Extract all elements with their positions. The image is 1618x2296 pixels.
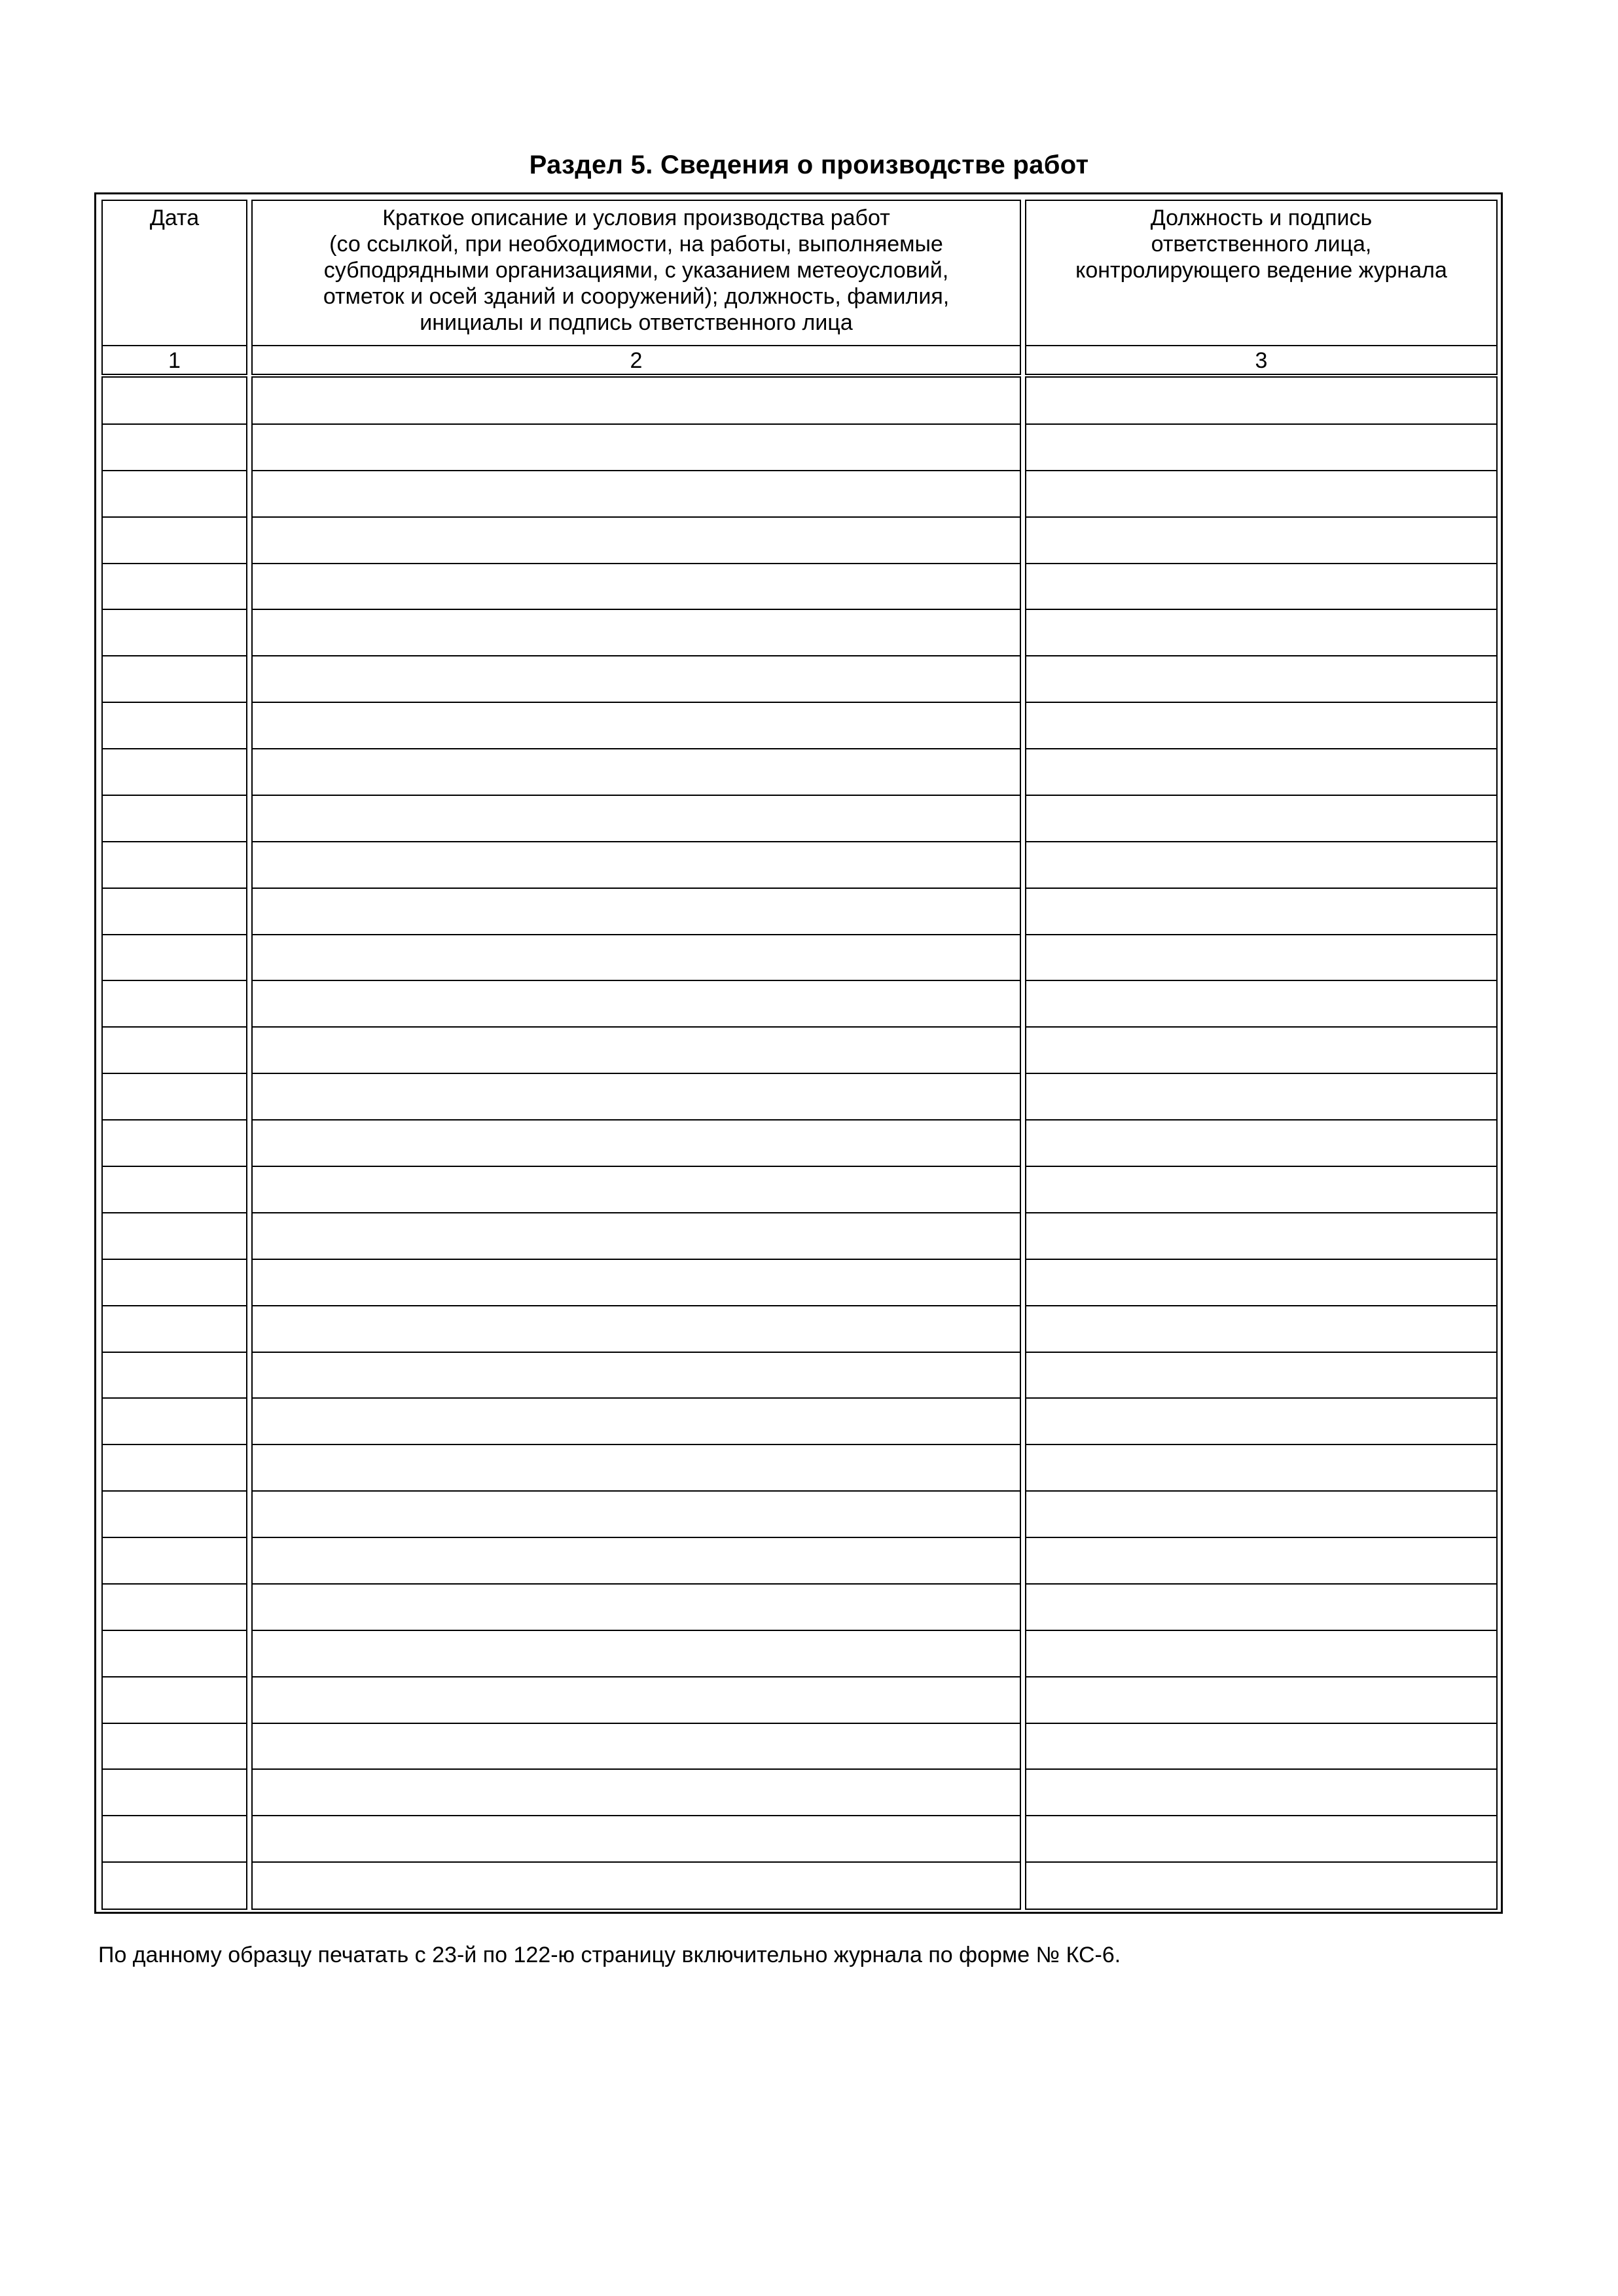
- table-row-divider: [103, 1815, 246, 1816]
- column-number-cell-2: [251, 345, 1021, 375]
- table-row-divider: [253, 980, 1020, 981]
- table-row-divider: [103, 980, 246, 981]
- table-row-divider: [1026, 702, 1496, 703]
- table-row-divider: [1026, 980, 1496, 981]
- table-row-divider: [1026, 563, 1496, 564]
- table-row-divider: [1026, 888, 1496, 889]
- table-row-divider: [253, 1768, 1020, 1770]
- table-row-divider: [253, 1861, 1020, 1863]
- table-row-divider: [103, 702, 246, 703]
- page-title: Раздел 5. Сведения о производстве работ: [529, 151, 1089, 179]
- table-row-divider: [253, 1630, 1020, 1631]
- table-row-divider: [1026, 1166, 1496, 1167]
- body-column-date: [101, 376, 247, 1910]
- table-row-divider: [103, 1630, 246, 1631]
- table-row-divider: [1026, 1305, 1496, 1306]
- footnote: По данному образцу печатать с 23-й по 122-ю страницу включительно журнала по форме № КС-6.: [98, 1943, 1121, 1967]
- table-row-divider: [1026, 1583, 1496, 1585]
- table-row-divider: [103, 888, 246, 889]
- table-row-divider: [103, 1259, 246, 1260]
- table-row-divider: [103, 1676, 246, 1677]
- table-row-divider: [103, 1768, 246, 1770]
- table-row-divider: [253, 702, 1020, 703]
- column-number-3: 3: [1255, 348, 1268, 373]
- body-column-controller: [1025, 376, 1498, 1910]
- table-row-divider: [103, 1352, 246, 1353]
- table-row-divider: [103, 1397, 246, 1399]
- table-row-divider: [253, 423, 1020, 425]
- table-row-divider: [1026, 1119, 1496, 1121]
- table-row-divider: [103, 470, 246, 471]
- table-row-divider: [1026, 423, 1496, 425]
- table-row-divider: [253, 1073, 1020, 1074]
- table-row-divider: [253, 888, 1020, 889]
- table-row-divider: [1026, 795, 1496, 796]
- table-row-divider: [253, 1583, 1020, 1585]
- header-date-label: Дата: [149, 206, 200, 230]
- table-row-divider: [253, 470, 1020, 471]
- column-number-2: 2: [630, 348, 643, 373]
- table-row-divider: [1026, 934, 1496, 935]
- table-row-divider: [253, 1259, 1020, 1260]
- table-row-divider: [1026, 1723, 1496, 1724]
- table-row-divider: [253, 516, 1020, 518]
- column-number-1: 1: [168, 348, 181, 373]
- table-row-divider: [103, 516, 246, 518]
- header-description-label: Краткое описание и условия производства работ (со ссылкой, при необходимости, на работы, выполняемые субподрядными организациями, с указанием метеоусловий, отметок и осей зданий и сооружений); должность, фамилия, инициалы и подпись ответственного лица: [323, 206, 950, 335]
- table-row-divider: [253, 841, 1020, 842]
- table-row-divider: [103, 1490, 246, 1492]
- table-row-divider: [253, 795, 1020, 796]
- table-row-divider: [103, 1073, 246, 1074]
- table-row-divider: [253, 1305, 1020, 1306]
- table-row-divider: [253, 1676, 1020, 1677]
- table-row-divider: [1026, 655, 1496, 656]
- header-cell-date: [101, 200, 247, 346]
- table-row-divider: [253, 1490, 1020, 1492]
- table-row-divider: [1026, 1397, 1496, 1399]
- table-row-divider: [1026, 516, 1496, 518]
- table-row-divider: [103, 934, 246, 935]
- table-row-divider: [103, 1444, 246, 1445]
- table-row-divider: [103, 841, 246, 842]
- table-row-divider: [1026, 1352, 1496, 1353]
- table-row-divider: [103, 1026, 246, 1028]
- table-row-divider: [253, 1026, 1020, 1028]
- table-row-divider: [1026, 748, 1496, 749]
- table-row-divider: [1026, 1259, 1496, 1260]
- table-row-divider: [1026, 1676, 1496, 1677]
- table-row-divider: [103, 655, 246, 656]
- table-row-divider: [253, 1815, 1020, 1816]
- table-row-divider: [103, 1212, 246, 1213]
- table-row-divider: [253, 1537, 1020, 1538]
- table-row-divider: [103, 1166, 246, 1167]
- table-row-divider: [253, 1444, 1020, 1445]
- column-number-cell-3: [1025, 345, 1498, 375]
- table-row-divider: [103, 795, 246, 796]
- work-log-table: [94, 192, 1503, 1914]
- header-controller-label: Должность и подпись ответственного лица, контролирующего ведение журнала: [1075, 206, 1447, 283]
- table-row-divider: [253, 1397, 1020, 1399]
- header-cell-controller: [1025, 200, 1498, 346]
- table-row-divider: [1026, 1026, 1496, 1028]
- table-row-divider: [103, 1861, 246, 1863]
- table-row-divider: [1026, 841, 1496, 842]
- table-row-divider: [103, 1537, 246, 1538]
- table-row-divider: [103, 1305, 246, 1306]
- table-row-divider: [1026, 1768, 1496, 1770]
- table-row-divider: [103, 1583, 246, 1585]
- table-row-divider: [253, 563, 1020, 564]
- table-row-divider: [103, 1723, 246, 1724]
- table-row-divider: [1026, 1537, 1496, 1538]
- column-number-cell-1: [101, 345, 247, 375]
- table-row-divider: [103, 563, 246, 564]
- table-row-divider: [103, 748, 246, 749]
- table-row-divider: [253, 1723, 1020, 1724]
- header-cell-description: [251, 200, 1021, 346]
- table-row-divider: [103, 609, 246, 610]
- table-row-divider: [103, 1119, 246, 1121]
- table-row-divider: [253, 1119, 1020, 1121]
- table-row-divider: [1026, 1815, 1496, 1816]
- table-row-divider: [1026, 1212, 1496, 1213]
- table-row-divider: [1026, 1073, 1496, 1074]
- table-row-divider: [1026, 1490, 1496, 1492]
- table-row-divider: [1026, 1861, 1496, 1863]
- table-row-divider: [253, 934, 1020, 935]
- table-row-divider: [253, 655, 1020, 656]
- table-row-divider: [103, 423, 246, 425]
- table-row-divider: [253, 609, 1020, 610]
- table-row-divider: [1026, 1630, 1496, 1631]
- table-row-divider: [1026, 609, 1496, 610]
- table-row-divider: [253, 748, 1020, 749]
- table-row-divider: [1026, 1444, 1496, 1445]
- table-row-divider: [253, 1352, 1020, 1353]
- table-row-divider: [1026, 470, 1496, 471]
- table-row-divider: [253, 1166, 1020, 1167]
- table-row-divider: [253, 1212, 1020, 1213]
- body-column-description: [251, 376, 1021, 1910]
